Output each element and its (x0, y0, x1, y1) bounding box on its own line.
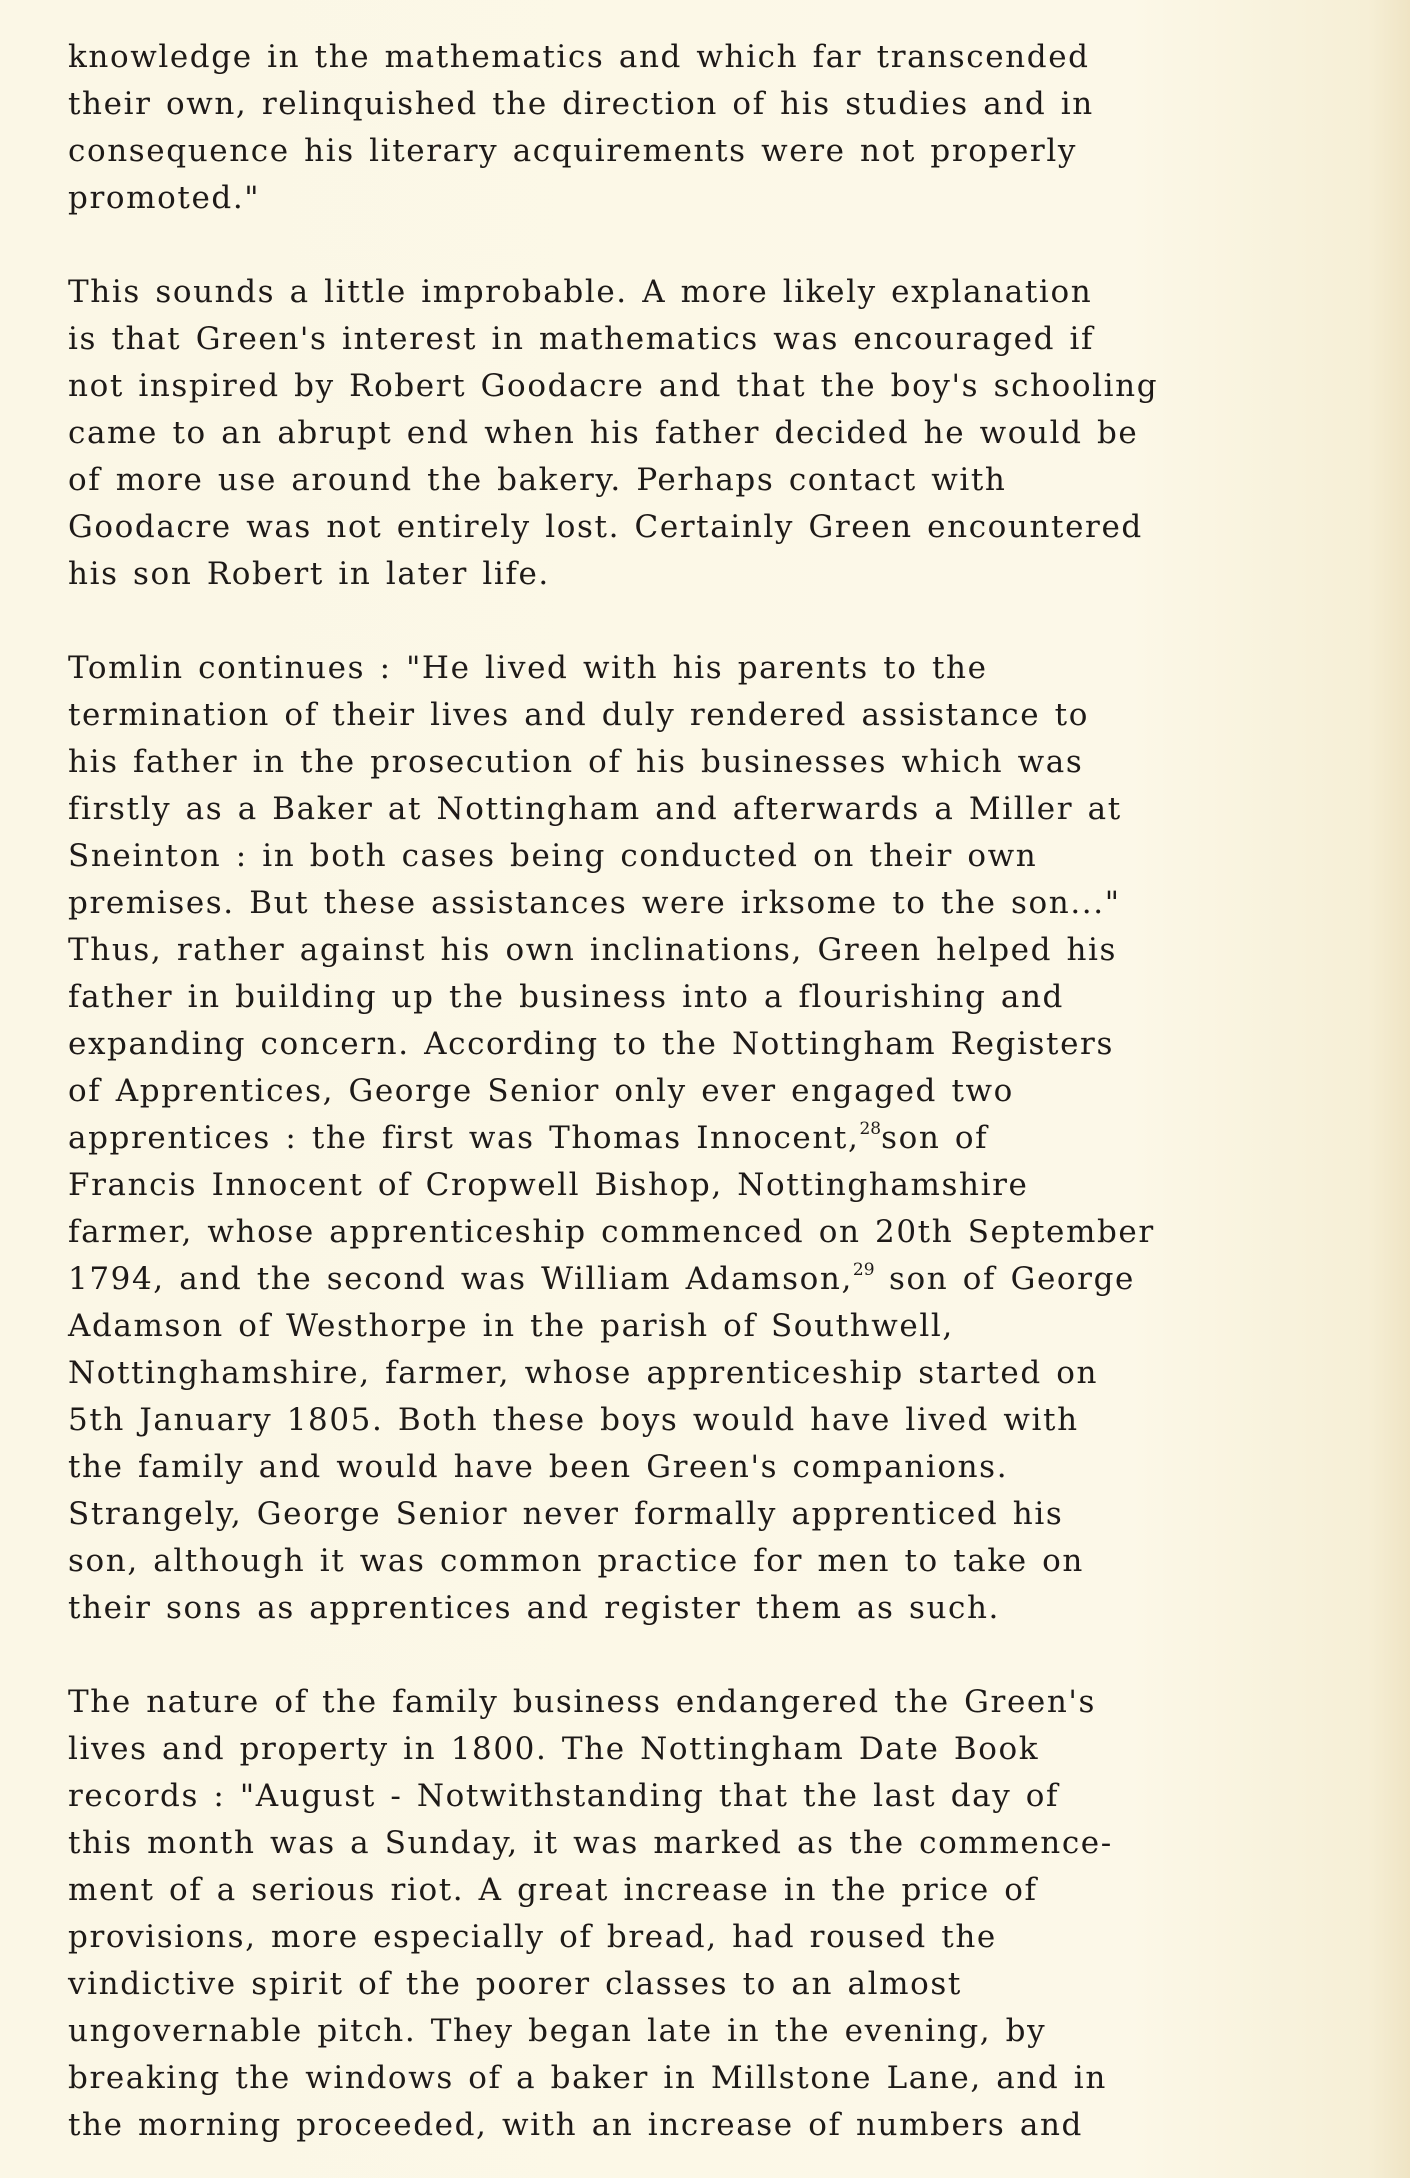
text-line: Goodacre was not entirely lost. Certainly Green encountered (68, 509, 1143, 545)
text-line: father in building up the business into a flourishing and (68, 979, 1064, 1015)
text-line: This sounds a little improbable. A more likely explanation (68, 274, 1093, 310)
text-span: son of George (874, 1261, 1135, 1297)
text-line: Sneinton : in both cases being conducted on their own (68, 838, 1038, 874)
paragraph-4 (68, 1679, 1388, 2149)
footnote-reference[interactable]: 29 (852, 1260, 875, 1280)
text-line: of Apprentices, George Senior only ever engaged two (68, 1073, 1014, 1109)
text-line: knowledge in the mathematics and which far transcended (68, 39, 1090, 75)
text-line: of more use around the bakery. Perhaps contact with (68, 462, 1007, 498)
text-line: Tomlin continues : "He lived with his parents to the (68, 650, 988, 686)
text-line: provisions, more especially of bread, had roused the (68, 1919, 997, 1955)
text-line: Francis Innocent of Cropwell Bishop, Nottinghamshire (68, 1167, 1029, 1203)
paragraph-gap (68, 222, 1388, 269)
text-line: Strangely, George Senior never formally apprenticed his (68, 1496, 1064, 1532)
text-span: 1794, and the second was William Adamson, (68, 1261, 853, 1297)
text-line: his son Robert in later life. (68, 556, 550, 592)
text-line: records : "August - Notwithstanding that the last day of (68, 1778, 1060, 1814)
text-line: son, although it was common practice for men to take on (68, 1543, 1085, 1579)
text-line: promoted." (68, 180, 261, 216)
text-line: firstly as a Baker at Nottingham and afterwards a Miller at (68, 791, 1122, 827)
paragraph-gap (68, 1632, 1388, 1679)
text-line: the morning proceeded, with an increase of numbers and (68, 2107, 1083, 2143)
text-line: Adamson of Westhorpe in the parish of Southwell, (68, 1308, 954, 1344)
text-line: vindictive spirit of the poorer classes to an almost (68, 1966, 962, 2002)
paragraph-gap (68, 598, 1388, 645)
footnote-reference[interactable]: 28 (859, 1119, 882, 1139)
document-page (68, 34, 1388, 2149)
text-line: expanding concern. According to the Nottingham Registers (68, 1026, 1114, 1062)
paragraph-1 (68, 34, 1388, 222)
text-line: consequence his literary acquirements were not properly (68, 133, 1077, 169)
text-line: premises. But these assistances were irksome to the son..." (68, 885, 1121, 921)
text-line: his father in the prosecution of his businesses which was (68, 744, 1084, 780)
text-line: Thus, rather against his own inclinations, Green helped his (68, 932, 1118, 968)
text-line: 5th January 1805. Both these boys would have lived with (68, 1402, 1079, 1438)
paragraph-3 (68, 645, 1388, 1632)
text-line: breaking the windows of a baker in Millstone Lane, and in (68, 2060, 1107, 2096)
text-line: came to an abrupt end when his father decided he would be (68, 415, 1139, 451)
text-span: apprentices : the first was Thomas Innocent, (68, 1120, 860, 1156)
text-line: this month was a Sunday, it was marked as the commence- (68, 1825, 1113, 1861)
paragraph-2 (68, 269, 1388, 598)
text-line-with-footnote (68, 1256, 1388, 1303)
text-line: is that Green's interest in mathematics was encouraged if (68, 321, 1095, 357)
text-line: ment of a serious riot. A great increase in the price of (68, 1872, 1038, 1908)
text-line: termination of their lives and duly rendered assistance to (68, 697, 1089, 733)
text-line: The nature of the family business endangered the Green's (68, 1684, 1097, 1720)
text-line-with-footnote (68, 1115, 1388, 1162)
text-line: the family and would have been Green's companions. (68, 1449, 1009, 1485)
text-line: Nottinghamshire, farmer, whose apprenticeship started on (68, 1355, 1099, 1391)
text-line: ungovernable pitch. They began late in the evening, by (68, 2013, 1047, 2049)
text-line: their sons as apprentices and register them as such. (68, 1590, 1001, 1626)
text-line: their own, relinquished the direction of his studies and in (68, 86, 1094, 122)
text-line: not inspired by Robert Goodacre and that the boy's schooling (68, 368, 1159, 404)
text-line: farmer, whose apprenticeship commenced on 20th September (68, 1214, 1155, 1250)
text-span: son of (881, 1120, 989, 1156)
text-line: lives and property in 1800. The Nottingham Date Book (68, 1731, 1040, 1767)
